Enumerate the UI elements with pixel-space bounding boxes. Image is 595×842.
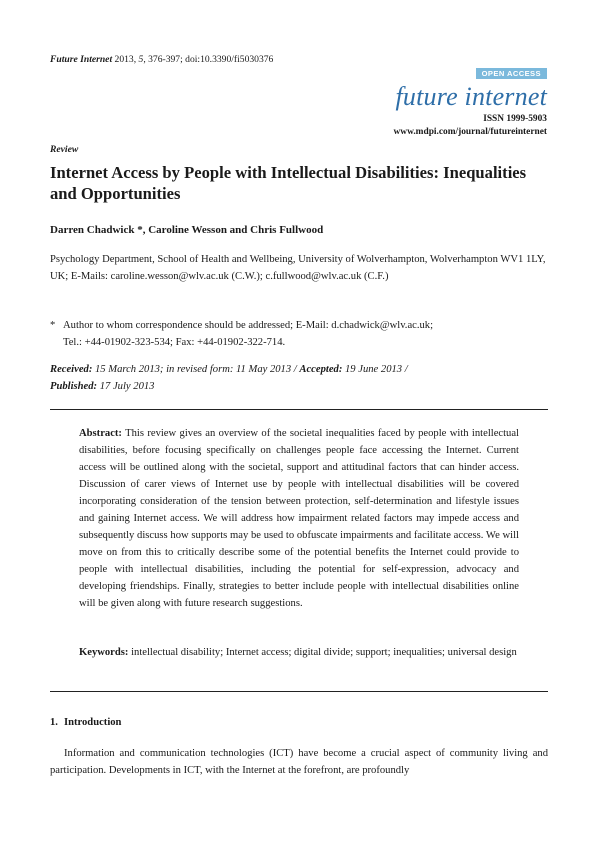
citation-line — [50, 54, 273, 65]
section-number: 1. — [50, 717, 58, 728]
correspondence-line-1: Author to whom correspondence should be addressed; E-Mail: d.chadwick@wlv.ac.uk; — [63, 320, 434, 331]
keywords-label: Keywords: — [79, 647, 129, 658]
open-access-badge: OPEN ACCESS — [476, 68, 547, 79]
citation-year: 2013, — [112, 54, 139, 65]
article-type: Review — [50, 144, 79, 155]
accepted-date: 19 June 2013 / — [342, 364, 408, 375]
correspondence-mark: * — [50, 320, 56, 331]
issn: ISSN 1999-5903 — [483, 114, 547, 124]
section-title: Introduction — [63, 717, 122, 728]
keywords — [79, 644, 519, 661]
article-title: Internet Access by People with Intellectual Disabilities: Inequalities and Opportunities — [50, 163, 527, 203]
accepted-label: Accepted: — [299, 364, 343, 375]
section-heading — [50, 717, 121, 728]
citation-journal: Future Internet — [50, 54, 113, 65]
article-dates — [50, 361, 550, 395]
published-label: Published: — [50, 381, 98, 392]
authors: Darren Chadwick *, Caroline Wesson and Chris Fullwood — [50, 224, 324, 236]
journal-logo: future internet — [395, 82, 547, 111]
journal-url[interactable]: www.mdpi.com/journal/futureinternet — [393, 127, 547, 137]
affiliation: Psychology Department, School of Health and Wellbeing, University of Wolverhampton, Wolverhampton WV1 1LY, UK; E-Mails: caroline.wesson@wlv.ac.uk (C.W.); c.fullwood@wlv.ac.uk (C.F.) — [50, 254, 546, 282]
citation-doi: , 376-397; doi:10.3390/fi5030376 — [143, 54, 274, 65]
intro-paragraph: Information and communication technologies (ICT) have become a crucial aspect of community living and participation. Developments in ICT, with the Internet at the forefront, are profoundly — [50, 748, 548, 776]
received-label: Received: — [50, 364, 93, 375]
citation-volume: 5 — [138, 54, 144, 65]
abstract-label: Abstract: — [79, 428, 122, 439]
correspondence-line-2: Tel.: +44-01902-323-534; Fax: +44-01902-322-714. — [63, 337, 286, 348]
abstract-text: This review gives an overview of the societal inequalities faced by people with intellectual disabilities, before focusing specifically on challenges people face accessing the Internet. Current access will be outlined along with the societal, support and attitudinal factors that can hinder access. Discussion of carer views of Internet use by people with intellectual disabilities will be covered incorporating consideration of the tension between protection, self-determination and lifestyle issues and gaining Internet access. We will address how impairment related factors may impede access and subsequently discuss how supports may be used to obfuscate impairments and facilitate access. We will move on from this to critically describe some of the potential benefits the Internet could provide to people with intellectual disabilities, including the potential for self-expression, advocacy and developing friendships. Finally, strategies to better include people with intellectual disabilities online will be given along with future research suggestions. — [79, 428, 519, 609]
correspondence — [50, 317, 550, 351]
divider-top — [50, 409, 548, 410]
abstract — [79, 425, 519, 612]
received-date: 15 March 2013; in revised form: 11 May 2013 / — [92, 364, 300, 375]
keywords-text: intellectual disability; Internet access; digital divide; support; inequalities; universal design — [128, 647, 517, 658]
divider-bottom — [50, 691, 548, 692]
published-date: 17 July 2013 — [97, 381, 155, 392]
